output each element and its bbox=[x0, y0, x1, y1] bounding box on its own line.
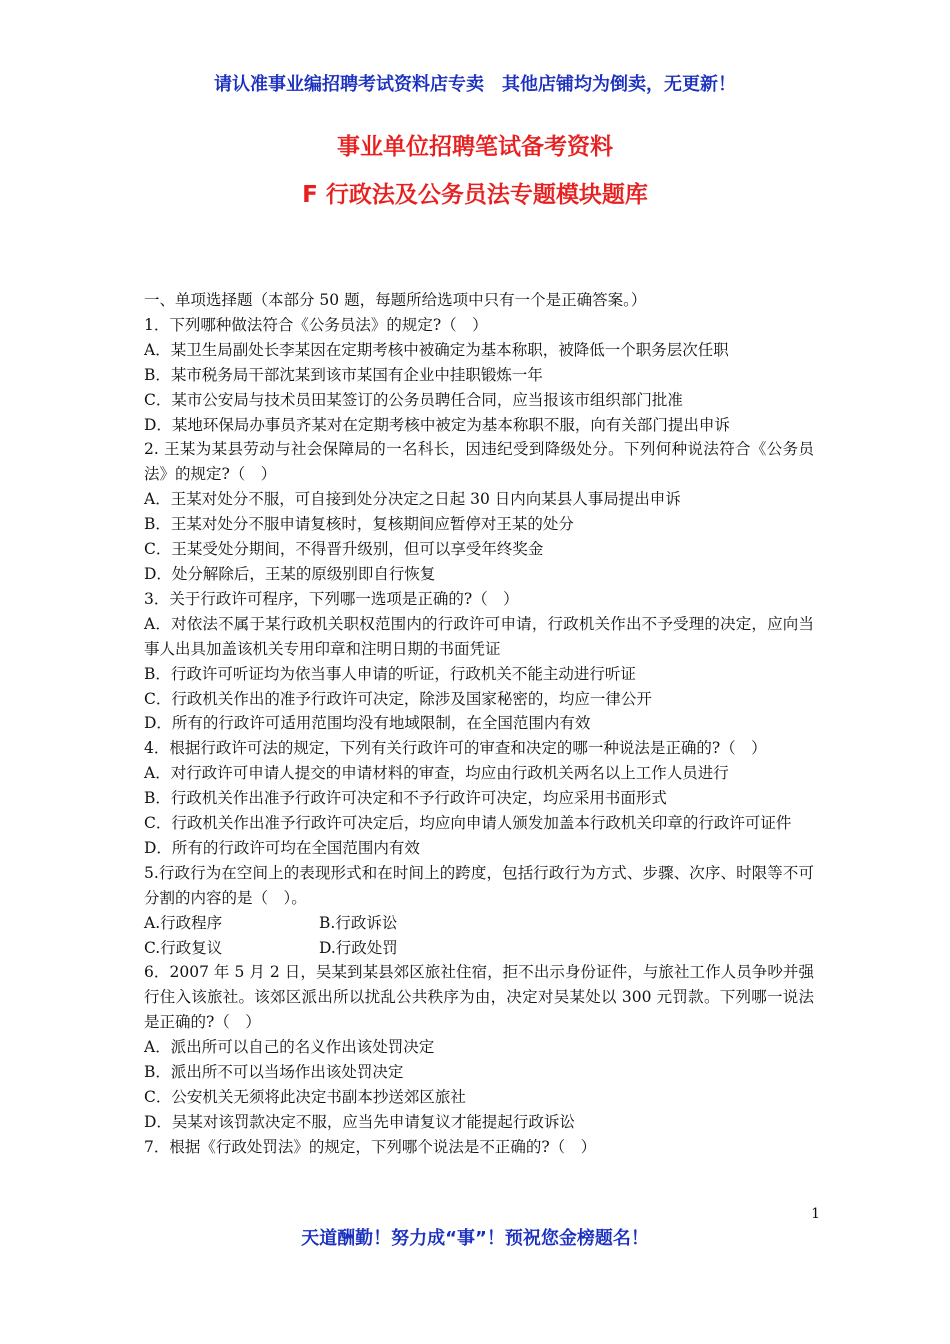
document-title: 事业单位招聘笔试备考资料 bbox=[337, 134, 613, 160]
question-option: C.行政复议 bbox=[144, 938, 223, 957]
page-number: 1 bbox=[811, 1206, 820, 1222]
question-option: D．处分解除后，王某的原级别即自行恢复 bbox=[144, 564, 436, 583]
question-option: A．对行政许可申请人提交的申请材料的审查，均应由行政机关两名以上工作人员进行 bbox=[144, 764, 729, 783]
question-option: C．公安机关无须将此决定书副本抄送郊区旅社 bbox=[144, 1088, 466, 1106]
option-row bbox=[144, 936, 814, 961]
question-option: A．派出所可以自己的名义作出该处罚决定 bbox=[144, 1038, 435, 1057]
question-stem: 5.行政行为在空间上的表现形式和在时间上的跨度，包括行政行为方式、步骤、次序、时限等不可分割的内容的是（ ）。 bbox=[144, 863, 814, 907]
question-option: C．行政机关作出的准予行政许可决定，除涉及国家秘密的，均应一律公开 bbox=[144, 689, 652, 708]
question-option: B.行政诉讼 bbox=[319, 913, 398, 932]
question-option: D.行政处罚 bbox=[319, 938, 398, 957]
header-banner: 请认准事业编招聘考试资料店专卖 其他店铺均为倒卖，无更新！ bbox=[214, 74, 736, 95]
question-option: C．某市公安局与技术员田某签订的公务员聘任合同，应当报该市组织部门批准 bbox=[144, 390, 683, 409]
question-option: C．行政机关作出准予行政许可决定后，均应向申请人颁发加盖本行政机关印章的行政许可证件 bbox=[144, 814, 792, 833]
question-stem: 2. 王某为某县劳动与社会保障局的一名科长，因违纪受到降级处分。下列何种说法符合《公务员法》的规定?（ ） bbox=[144, 440, 814, 484]
question-option: B．王某对处分不服申请复核时，复核期间应暂停对王某的处分 bbox=[144, 515, 574, 534]
question-option: D．吴某对该罚款决定不服，应当先申请复议才能提起行政诉讼 bbox=[144, 1112, 575, 1131]
question-stem: 4．根据行政许可法的规定，下列有关行政许可的审查和决定的哪一种说法是正确的?（ ） bbox=[144, 739, 767, 758]
question-option: C．王某受处分期间，不得晋升级别，但可以享受年终奖金 bbox=[144, 540, 544, 559]
option-row bbox=[144, 911, 814, 936]
question-option: D．所有的行政许可均在全国范围内有效 bbox=[144, 838, 420, 857]
question-option: B．派出所不可以当场作出该处罚决定 bbox=[144, 1063, 404, 1082]
question-option: B．行政机关作出准予行政许可决定和不予行政许可决定，均应采用书面形式 bbox=[144, 789, 667, 808]
question-stem: 1．下列哪种做法符合《公务员法》的规定?（ ） bbox=[144, 315, 488, 334]
question-stem: 3．关于行政许可程序，下列哪一选项是正确的?（ ） bbox=[144, 589, 519, 608]
footer-banner: 天道酬勤！努力成“事”！预祝您金榜题名！ bbox=[301, 1228, 649, 1249]
question-content bbox=[144, 288, 814, 1160]
section-heading: 一、单项选择题（本部分 50 题，每题所给选项中只有一个是正确答案。） bbox=[144, 291, 647, 309]
document-subtitle: F 行政法及公务员法专题模块题库 bbox=[302, 182, 648, 208]
question-option: A．某卫生局副处长李某因在定期考核中被确定为基本称职，被降低一个职务层次任职 bbox=[144, 340, 729, 359]
question-option: D．某地环保局办事员齐某对在定期考核中被定为基本称职不服，向有关部门提出申诉 bbox=[144, 415, 730, 434]
question-option: A．王某对处分不服，可自接到处分决定之日起 30 日内向某县人事局提出申诉 bbox=[144, 490, 681, 509]
question-stem: 6．2007 年 5 月 2 日，吴某到某县郊区旅社住宿，拒不出示身份证件，与旅社工作人员争吵并强行住入该旅社。该郊区派出所以扰乱公共秩序为由，决定对吴某处以 300 元罚款。下列哪一说法是正确的?（ ） bbox=[144, 963, 814, 1032]
question-option: A.行政程序 bbox=[144, 913, 223, 932]
question-option: D．所有的行政许可适用范围均没有地域限制，在全国范围内有效 bbox=[144, 714, 591, 733]
question-stem: 7．根据《行政处罚法》的规定，下列哪个说法是不正确的?（ ） bbox=[144, 1137, 597, 1156]
question-option: B．行政许可听证均为依当事人申请的听证，行政机关不能主动进行听证 bbox=[144, 664, 636, 683]
question-option: A．对依法不属于某行政机关职权范围内的行政许可申请，行政机关作出不予受理的决定，应向当事人出具加盖该机关专用印章和注明日期的书面凭证 bbox=[144, 614, 814, 658]
question-option: B．某市税务局干部沈某到该市某国有企业中挂职锻炼一年 bbox=[144, 365, 543, 384]
